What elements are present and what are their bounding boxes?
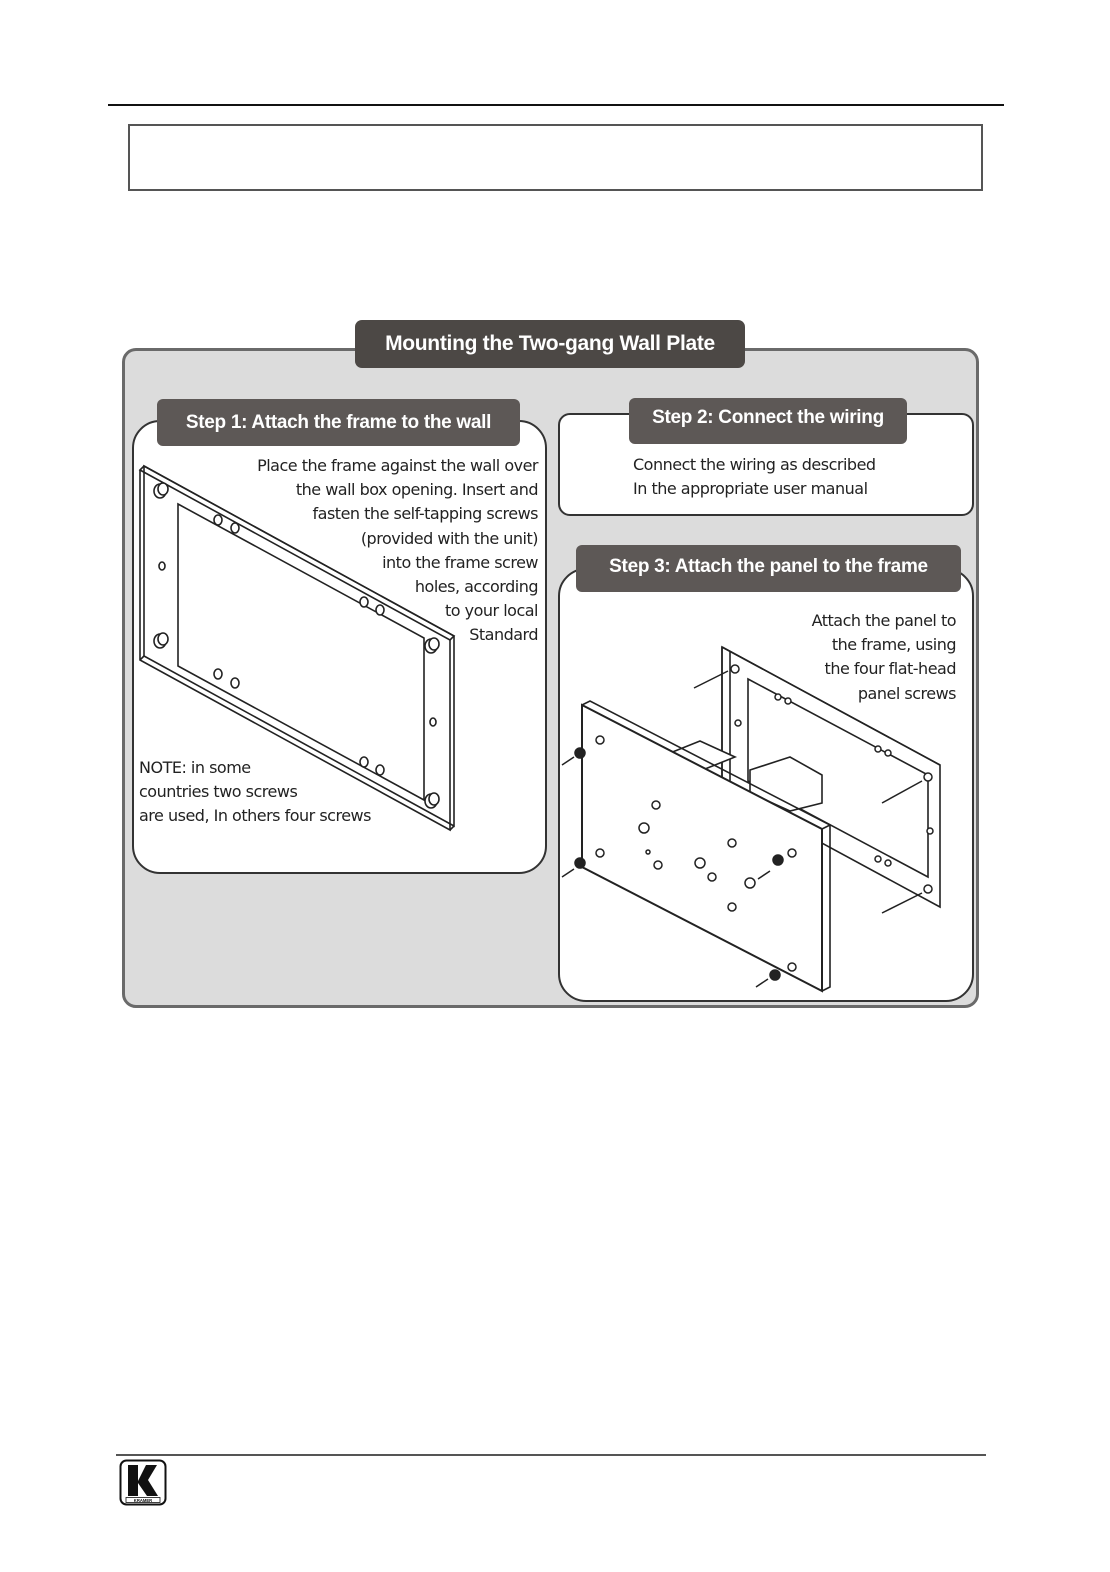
step3-label: Step 3: Attach the panel to the frame <box>576 545 961 592</box>
step2-line: Connect the wiring as described <box>633 455 876 474</box>
step1-line: the wall box opening. Insert and <box>295 480 538 500</box>
step2-label: Step 2: Connect the wiring <box>629 398 907 444</box>
panel-frame-illustration <box>560 645 960 995</box>
step1-line: fasten the self-tapping screws <box>312 504 538 524</box>
step1-line: Place the frame against the wall over <box>257 456 538 475</box>
kramer-logo-icon <box>119 1459 167 1506</box>
header-box <box>128 124 983 191</box>
step3-line: the frame, using <box>831 635 956 655</box>
note-line: countries two screws <box>139 782 298 802</box>
note-line: NOTE: in some <box>139 758 251 777</box>
step1-line: (provided with the unit) <box>360 528 538 548</box>
step2-line: In the appropriate user manual <box>633 479 868 499</box>
step2-instructions <box>633 453 876 501</box>
step3-line: Attach the panel to <box>811 611 956 630</box>
step1-note <box>139 756 371 829</box>
step1-line: into the frame screw <box>382 552 538 572</box>
logo-text: KRAMER <box>133 1497 153 1503</box>
step3-line: panel screws <box>857 683 956 703</box>
step1-line: holes, according <box>414 577 538 597</box>
step1-line: Standard <box>469 625 538 645</box>
note-line: are used, In others four screws <box>139 806 371 826</box>
step1-line: to your local <box>445 601 538 621</box>
figure-title: Mounting the Two-gang Wall Plate <box>355 320 745 368</box>
step1-label: Step 1: Attach the frame to the wall <box>157 399 520 446</box>
step3-line: the four flat-head <box>824 659 956 679</box>
header-rule <box>108 104 1004 106</box>
step1-instructions <box>257 454 538 648</box>
footer-rule <box>116 1454 986 1456</box>
